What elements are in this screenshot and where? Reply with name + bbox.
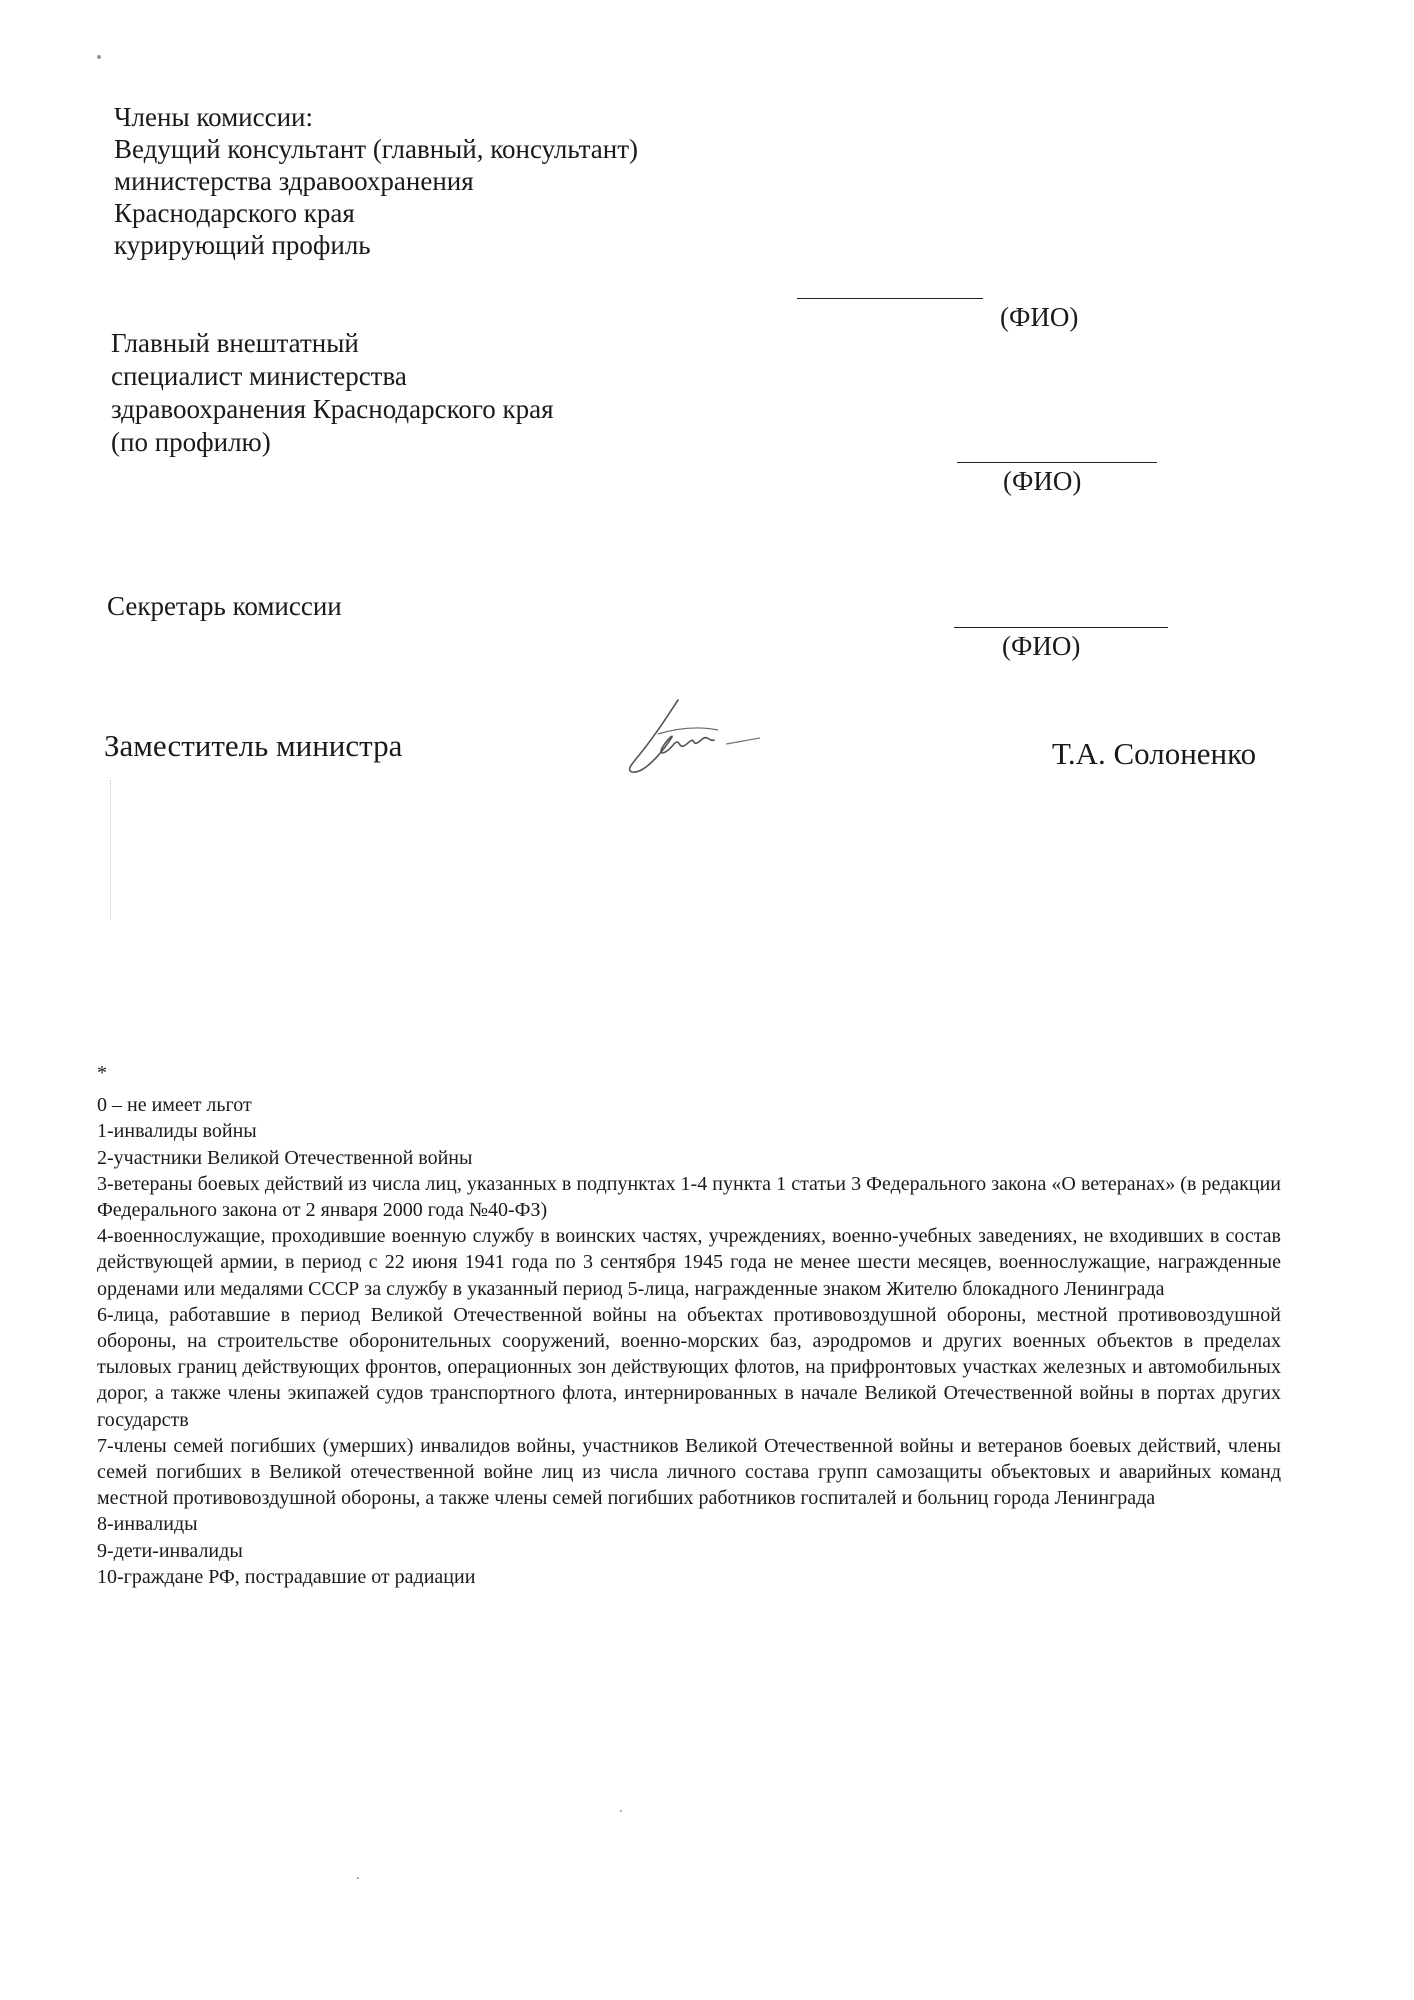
footnote-marker: * bbox=[97, 1062, 107, 1084]
scan-speck bbox=[357, 1877, 359, 1879]
signatory-position: Заместитель министра bbox=[104, 728, 403, 763]
footnote-item: 6-лица, работавшие в период Великой Отечественной войны на объектах противовоздушной обороны, местной противовоздушной обороны, на строительстве оборонительных сооружений, военно-морских баз, аэродромов и других военных объектов в пределах тыловых границ действующих фронтов, операционных зон действующих флотов, на прифронтовых участках железных и автомобильных дорог, а также члены экипажей судов транспортного флота, интернированных в начале Великой Отечественной войны в портах других государств bbox=[97, 1303, 1281, 1431]
footnote-item: 8-инвалиды bbox=[97, 1513, 198, 1536]
specialist-line: (по профилю) bbox=[111, 427, 271, 457]
footnote-item: 3-ветераны боевых действий из числа лиц, указанных в подпунктах 1-4 пункта 1 статьи 3 Федерального закона «О ветеранах» (в редакции Федерального закона от 2 января 2000 года №40-ФЗ) bbox=[97, 1172, 1281, 1222]
signature-line bbox=[954, 627, 1168, 628]
footnote-item: 1-инвалиды войны bbox=[97, 1120, 257, 1143]
fio-label: (ФИО) bbox=[1000, 302, 1079, 332]
specialist-line: здравоохранения Краснодарского края bbox=[111, 394, 554, 424]
members-heading: Члены комиссии: bbox=[114, 102, 313, 132]
consultant-line: Ведущий консультант (главный, консультант) bbox=[114, 134, 639, 164]
handwritten-signature bbox=[618, 692, 778, 792]
footnote-item: 9-дети-инвалиды bbox=[97, 1539, 243, 1562]
consultant-line: курирующий профиль bbox=[114, 230, 371, 260]
specialist-line: специалист министерства bbox=[111, 361, 407, 391]
fio-label: (ФИО) bbox=[1003, 466, 1082, 496]
footnote-item: 0 – не имеет льгот bbox=[97, 1094, 252, 1117]
signature-line bbox=[797, 298, 983, 299]
footnote-item: 2-участники Великой Отечественной войны bbox=[97, 1146, 473, 1169]
footnotes bbox=[97, 1060, 1281, 1590]
footnote-item: 7-члены семей погибших (умерших) инвалидов войны, участников Великой Отечественной войны и ветеранов боевых действий, члены семей погибших в Великой отечественной войне лиц из числа личного состава групп самозащиты объектовых и аварийных команд местной противовоздушной обороны, а также члены семей погибших работников госпиталей и больниц города Ленинграда bbox=[97, 1434, 1281, 1510]
scan-speck bbox=[620, 1810, 622, 1812]
scan-speck bbox=[97, 55, 101, 59]
footnote-item: 4-военнослужащие, проходившие военную службу в воинских частях, учреждениях, военно-учебных заведениях, не входивших в состав действующей армии, в период с 22 июня 1941 года по 3 сентября 1945 года не менее шести месяцев, военнослужащие, награжденные орденами или медалями СССР за службу в указанный период 5-лица, награжденные знаком Жителю блокадного Ленинграда bbox=[97, 1225, 1281, 1300]
consultant-line: министерства здравоохранения bbox=[114, 166, 474, 196]
scan-dots bbox=[110, 780, 113, 920]
footnote-item: 10-граждане РФ, пострадавшие от радиации bbox=[97, 1565, 476, 1588]
secretary-label: Секретарь комиссии bbox=[107, 591, 342, 621]
consultant-line: Краснодарского края bbox=[114, 198, 355, 228]
specialist-line: Главный внештатный bbox=[111, 328, 359, 358]
specialist-block bbox=[111, 327, 554, 459]
consultant-block bbox=[114, 101, 638, 261]
fio-label: (ФИО) bbox=[1002, 631, 1081, 661]
signature-line bbox=[957, 462, 1157, 463]
signatory-name: Т.А. Солоненко bbox=[1052, 736, 1257, 771]
